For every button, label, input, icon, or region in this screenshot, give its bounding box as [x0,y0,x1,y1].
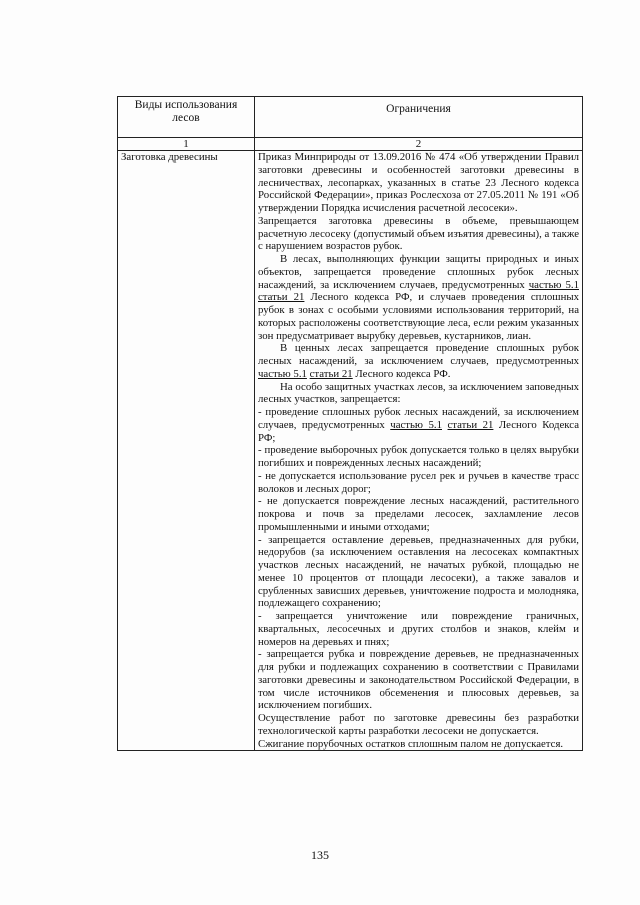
column-header-forest-use: Виды использования лесов [118,97,255,138]
table-row [118,151,583,751]
table-header-row [118,97,583,138]
paragraph-orders: Приказ Минприроды от 13.09.2016 № 474 «Об утверждении Правил заготовки древесины и особенностей заготовки древесины в лесничествах, лесопарках, указанных в статье 23 Лесного кодекса Российской Федерации», приказ Рослесхоза от 27.05.2011 № 191 «Об утверждении Порядка исчисления расчетной лесосеки». [258,151,579,214]
list-item: - запрещается оставление деревьев, предназначенных для рубки, недорубов (за исключением оставления на лесосеках компактных участков лесных насаждений, не начатых рубкой, площадью не менее 10 процентов от площади лесосеки), а также завалов и срубленных зависших деревьев, уничтожение подроста и молодняка, подлежащего сохранению; [258,533,579,610]
text-span: - проведение сплошных рубок лесных насаждений, за исключением случаев, предусмотренных [258,406,579,431]
paragraph-tech-map: Осуществление работ по заготовке древесины без разработки технологической карты разработки лесосеки не допускается. [258,712,579,737]
forest-use-kind: Заготовка древесины [118,151,255,751]
page-number: 135 [311,848,329,862]
paragraph-special-plots: На особо защитных участках лесов, за исключением заповедных лесных участков, запрещается: [258,380,579,406]
list-item: - запрещается уничтожение или повреждение граничных, квартальных, лесосечных и других столбов и знаков, клейм и номеров на деревьях и пнях; [258,610,579,648]
list-item [258,406,579,444]
restrictions-table [117,96,583,751]
list-item: - проведение выборочных рубок допускается только в целях вырубки погибших и поврежденных лесных насаждений; [258,444,579,469]
paragraph-burning: Сжигание порубочных остатков сплошным палом не допускается. [258,737,564,750]
restrictions-text [255,151,583,751]
paragraph-protective-forests [258,253,579,342]
column-number-row [118,138,583,151]
text-span: В ценных лесах запрещается проведение сплошных рубок лесных насаждений, за исключением случаев, предусмотренных [258,342,579,367]
law-link[interactable]: частью 5.1 [528,278,579,291]
column-number-2: 2 [255,138,583,151]
law-link[interactable]: частью 5.1 [258,367,307,380]
text-span: В лесах, выполняющих функции защиты природных и иных объектов, запрещается проведение сплошных рубок лесных насаждений, за исключением случаев, предусмотренных [258,253,579,291]
list-item: - запрещается рубка и повреждение деревьев, не предназначенных для рубки и подлежащих сохранению в соответствии с Правилами заготовки древесины и законодательством Российской Федерации, в том числе источников обсеменения и плюсовых деревьев, за исключением погибших. [258,648,579,712]
list-item: - не допускается использование русел рек и ручьев в качестве трасс волоков и лесных дорог; [258,469,579,495]
text-span: Лесного Кодекса РФ; [258,418,579,444]
paragraph-volume-limit: Запрещается заготовка древесины в объеме, превышающем расчетную лесосеку (допустимый объем изъятия древесины), а также с нарушением возрастов рубок. [258,214,579,253]
text-span: Лесного кодекса РФ, и случаев проведения сплошных рубок в зонах с особыми условиями использования территорий, на которых расположены соответствующие леса, если режим указанных зон предусматривает вырубку деревьев, кустарников, лиан. [258,291,579,342]
text-span: Лесного кодекса РФ. [352,367,451,380]
list-item: - не допускается повреждение лесных насаждений, растительного покрова и почв за пределами лесосек, захламление лесов промышленными и иными отходами; [258,495,579,533]
law-link[interactable]: частью 5.1 [390,418,442,431]
law-link[interactable]: статьи 21 [447,418,494,431]
law-link[interactable]: статьи 21 [258,291,305,304]
column-header-restrictions: Ограничения [255,97,583,138]
column-number-1: 1 [118,138,255,151]
paragraph-valuable-forests [258,342,579,380]
law-link[interactable]: статьи 21 [309,367,353,380]
